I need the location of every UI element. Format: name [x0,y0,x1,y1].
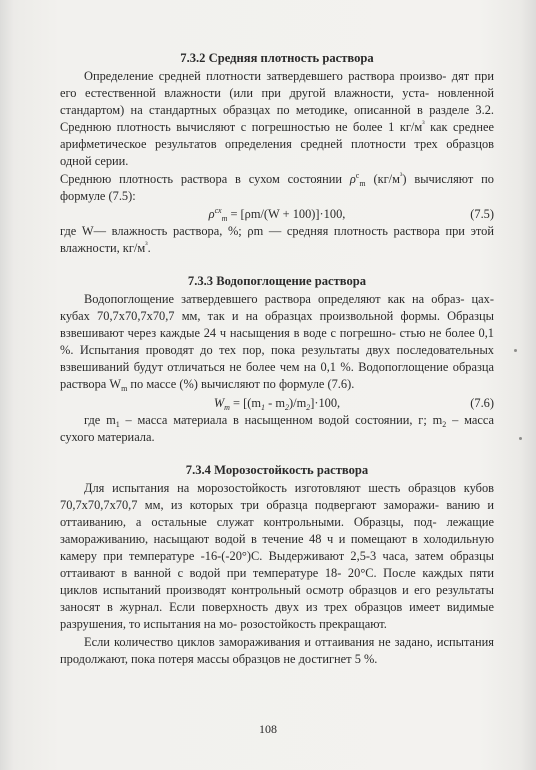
text-line: Образцы взвешивают через каждые 24 ч насыщения в воде с погрешно- [60,309,494,341]
text-line: испытания продолжают, пока потеря массы образцов не достигнет 5 %. [60,634,494,666]
paragraph-7-3-4-intro [60,480,494,634]
text-line: ) вычисляют [402,171,474,186]
text-line: – масса материала в насыщенном водой состоянии, г; m [119,412,443,427]
formula-7-5 [60,205,494,223]
text-line: цах-кубах 70,7х70,7х70,7 мм, так и на образцах произвольной формы. [60,291,494,324]
formula-number: (7.6) [470,395,494,410]
text-line: где m [84,412,116,427]
scan-speck [514,349,517,352]
text-line: Среднюю плотность раствора в сухом состоянии [60,171,350,186]
text-line: плотности трех образцов одной серии. [60,137,494,169]
section-title-7-3-4: 7.3.4 Морозостойкость раствора [185,462,369,477]
paragraph-7-3-3-intro [60,291,494,394]
text-line: Если количество циклов замораживания и оттаивания не задано, [84,634,433,649]
superscript: с [355,170,360,180]
paragraph-cycles [60,634,494,668]
paragraph-dry-density [60,171,494,205]
text-line: двух из трех образцов имеет видимые разрушения, то испытания на мо- [60,600,494,632]
text-line: дят при его естественной влажности (или при другой влажности, уста- [60,69,494,101]
paragraph-where-m [60,412,494,446]
text-line: Водопоглощение затвердевшего раствора определяют как на образ- [84,291,465,306]
formula-expression: $\rho^{сх}_m = [\rho m/(W + 100)]\cdot 100$, [208,205,346,223]
text-line: двух последовательных взвешиваний будут отличаться не более чем на [60,343,494,375]
text-line: – [446,412,459,427]
formula-number: (7.5) [470,206,494,221]
scan-speck [519,437,522,440]
text-line: лежащие замораживанию, насыщают водой в течение 48 ч и помещают в [60,514,494,546]
formula-expression: $W_m = [(m_1 - m_2)/m_2]\cdot 100$, [213,395,341,412]
text-line: осмотр образцов и его результаты заносят в журнал. Если поверхность [60,583,494,615]
text-line: по массе (%) вычисляют по [127,377,276,392]
page-content [60,50,494,668]
text-line: ванию и оттаиванию, а остальные служат контрольными. Образцы, под- [60,497,494,529]
subscript: m [121,384,128,394]
text-line: часа, затем образцы оттаивают в ванной с водой при температуре 18- [60,549,494,581]
text-line: по формуле (7.5): [60,171,494,203]
superscript: ³ [399,170,403,180]
section-title-7-3-2: 7.3.2 Средняя плотность раствора [180,51,374,65]
text-line: Для испытания на морозостойкость изготовляют шесть образцов [84,480,456,495]
formula-7-6 [60,394,494,412]
text-line: этой влажности, кг/м [60,223,494,255]
text-line: стью не более 0,1 %. Испытания проводят до тех пор, пока результаты [60,326,494,358]
subscript: m [359,178,366,188]
paragraph-7-3-2-intro [60,68,494,171]
section-title-7-3-3: 7.3.3 Водопоглощение раствора [187,273,367,288]
subscript: 1 [115,419,120,429]
superscript: ³ [145,239,148,249]
text-line: розостойкость прекращают. [240,617,387,632]
paragraph-where-w [60,223,494,257]
text-line: новленной стандартом) на стандартных образцах по методике, описанной [60,86,494,118]
page-number: 108 [259,722,277,736]
text-line: кг/м [399,120,423,135]
text-line: (кг/м [365,171,400,186]
text-line: в разделе 3.2. Среднюю плотность вычисляют с погрешностью не более 1 [60,103,495,135]
superscript: ³ [422,119,425,129]
text-line: 0,1 %. Водопоглощение образца раствора W [60,360,495,392]
text-line: кубов 70,7х70,7х70,7 мм, из которых три образца подвергают заморажи- [60,480,494,512]
rho-symbol: ρ [349,171,356,186]
text-line: где W— влажность раствора, %; ρm — средняя плотность раствора при [60,223,465,238]
subscript: 2 [442,419,447,429]
text-line: Определение средней плотности затвердевшего раствора произво- [84,69,447,83]
text-line: 20°С. После каждых пяти циклов испытаний производят контрольный [60,566,494,598]
text-line: как среднее арифметическое результатов определения средней [60,120,494,152]
text-line: формуле (7.6). [278,377,355,392]
text-line: масса сухого материала. [60,412,494,444]
text-line: . [147,240,151,255]
text-line: холодильную камеру при температуре -16-(-20°)С. Выдерживают 2,5-3 [60,531,494,564]
